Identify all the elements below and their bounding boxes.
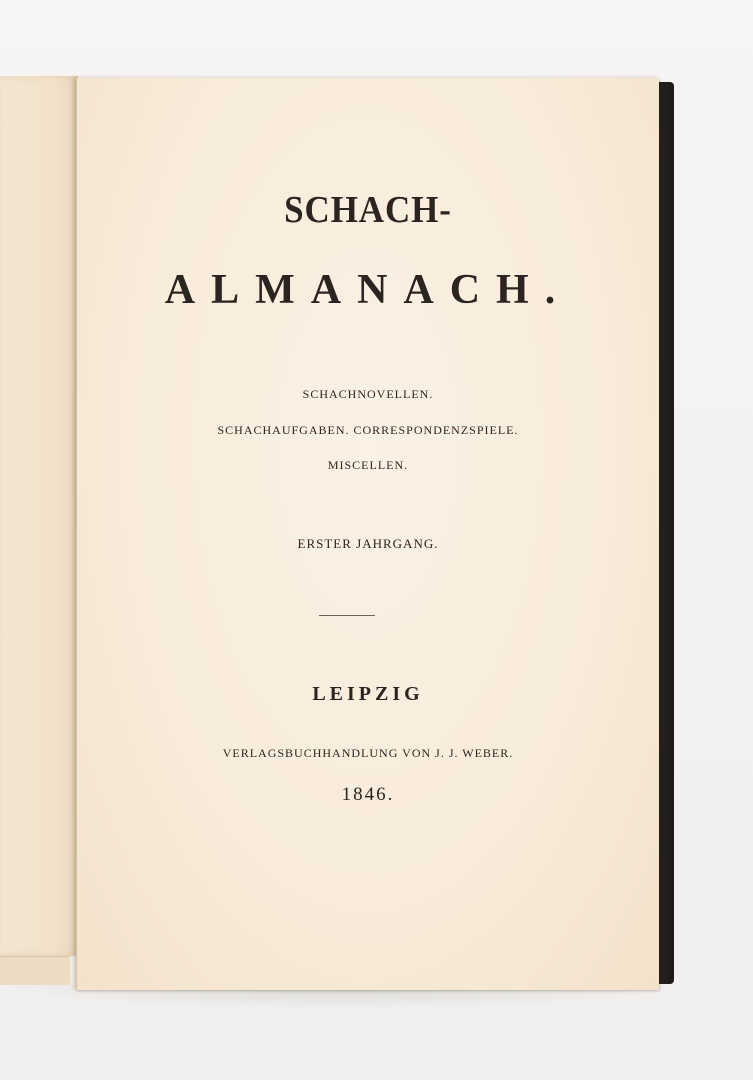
divider-rule [319,615,375,616]
title-line-2: ALMANACH. [164,267,572,313]
subtitle-line-1: SCHACHNOVELLEN. [302,387,434,401]
publisher-text: VERLAGSBUCHHANDLUNG VON J. J. WEBER. [222,746,514,760]
left-page-edge [0,956,70,985]
left-page [0,76,78,956]
title-line-1: SCHACH- [284,189,452,231]
subtitle-line-2: SCHACHAUFGABEN. CORRESPONDENZSPIELE. [217,423,519,437]
title-page [76,78,659,990]
year-text: 1846. [341,784,395,805]
subtitle-line-3: MISCELLEN. [327,458,409,472]
edition-text: ERSTER JAHRGANG. [297,536,439,551]
city-text: LEIPZIG [312,683,424,705]
